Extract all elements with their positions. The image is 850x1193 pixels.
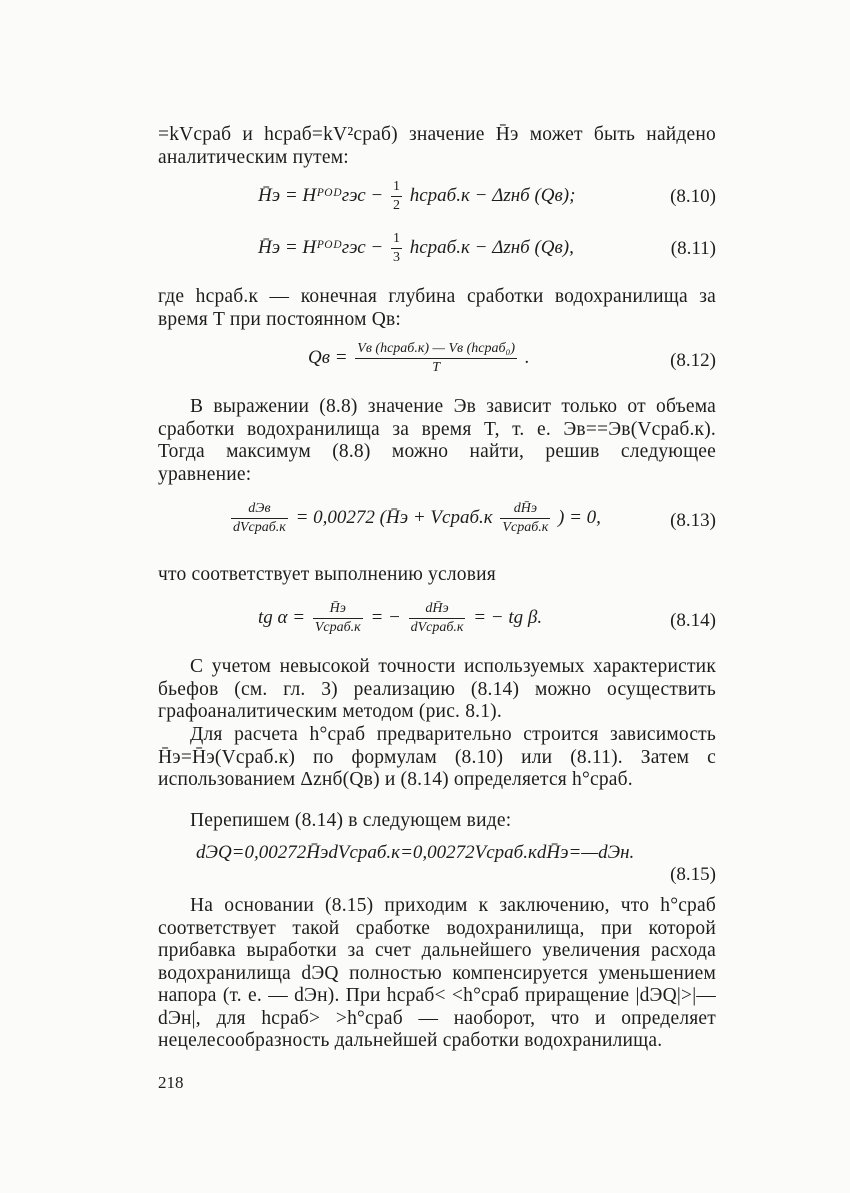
eq14-frac1-num: H̄э [313,600,363,619]
eq14-number: (8.14) [670,610,716,631]
eq14-frac1-den: Vсраб.к [314,620,361,635]
eq14-frac2-num: dH̄э [409,600,466,619]
eq13-frac2-den: Vсраб.к [502,520,549,535]
paragraph-6: Для расчета h°сраб предварительно строится зависимость H̄э=H̄э(Vсраб.к) по формулам (8.10) или (8.11). Затем с использованием Δzнб(Qв) и (8.14) определяется h°сраб. [158,724,716,790]
eq14-mid: = − [370,606,406,628]
eq10-rhs: hсраб.к − Δzнб (Qв); [409,184,576,206]
eq15-text: dЭQ=0,00272H̄эdVсраб.к=0,00272Vсраб.кdH̄э=—dЭн. [196,842,635,863]
paragraph-4: что соответствует выполнению условия [158,564,496,585]
eq10-number: (8.10) [670,186,716,207]
equation-8-10 [158,178,716,222]
eq11-frac-num: 1 [391,230,402,249]
eq11-lhs: H̄э = Hᴾᴼᴰгэс − [258,236,388,258]
eq13-frac1-den: dVсраб.к [233,520,286,535]
eq12-lhs: Qв = [308,346,353,368]
paragraph-7: Перепишем (8.14) в следующем виде: [190,810,512,831]
eq11-number: (8.11) [670,238,716,259]
eq15-number: (8.15) [670,864,716,885]
page-number: 218 [158,1073,184,1092]
eq13-mid: = 0,00272 (H̄э + Vсраб.к [295,506,493,528]
equation-8-12 [158,340,716,384]
eq10-frac-num: 1 [391,178,402,197]
paragraph-5: С учетом невысокой точности используемых характеристик бьефов (см. гл. 3) реализацию (8.14) можно осуществить графоаналитическим методом (рис. 8.1). [158,656,716,722]
eq12-frac-num: Vв (hсраб.к) — Vв (hсраб₀) [355,340,517,359]
eq12-number: (8.12) [670,350,716,371]
paragraph-1: =kVсраб и hсраб=kV²сраб) значение H̄э может быть найдено аналитическим путем: [158,124,716,168]
eq10-lhs: H̄э = Hᴾᴼᴰгэс − [258,184,388,206]
eq13-frac1-num: dЭв [231,500,288,519]
eq14-frac2-den: dVсраб.к [410,620,464,635]
paragraph-8: На основании (8.15) приходим к заключению, что h°сраб соответствует такой сработке водохранилища, при которой прибавка выработки за счет дальнейшего увеличения расхода водохранилища dЭQ полностью компенсируется уменьшением напора (т. е. — dЭн). При hсраб< <h°сраб приращение |dЭQ|>|—dЭн|, для hсраб> >h°сраб — наоборот, что и определяет нецелесообразность дальнейшей сработки водохранилища. [158,895,716,1051]
eq11-frac-den: 3 [393,250,400,265]
eq13-frac2-num: dH̄э [500,500,550,519]
paragraph-3: В выражении (8.8) значение Эв зависит только от объема сработки водохранилища за время T, т. е. Эв==Эв(Vсраб.к). Тогда максимум (8.8) можно найти, решив следующее уравнение: [158,396,716,485]
eq12-rhs: . [524,346,530,368]
eq14-rhs: = − tg β. [473,606,543,628]
eq12-frac-den: T [432,360,441,375]
eq13-rhs: ) = 0, [558,506,601,528]
eq13-number: (8.13) [670,510,716,531]
eq14-lhs: tg α = [258,606,310,628]
equation-8-13 [158,500,716,544]
equation-8-14 [158,600,716,644]
equation-8-15 [158,840,716,890]
eq10-frac-den: 2 [393,198,400,213]
paragraph-2: где hсраб.к — конечная глубина сработки водохранилища за время T при постоянном Qв: [158,286,716,330]
eq11-rhs: hсраб.к − Δzнб (Qв), [409,236,574,258]
equation-8-11 [158,230,716,274]
